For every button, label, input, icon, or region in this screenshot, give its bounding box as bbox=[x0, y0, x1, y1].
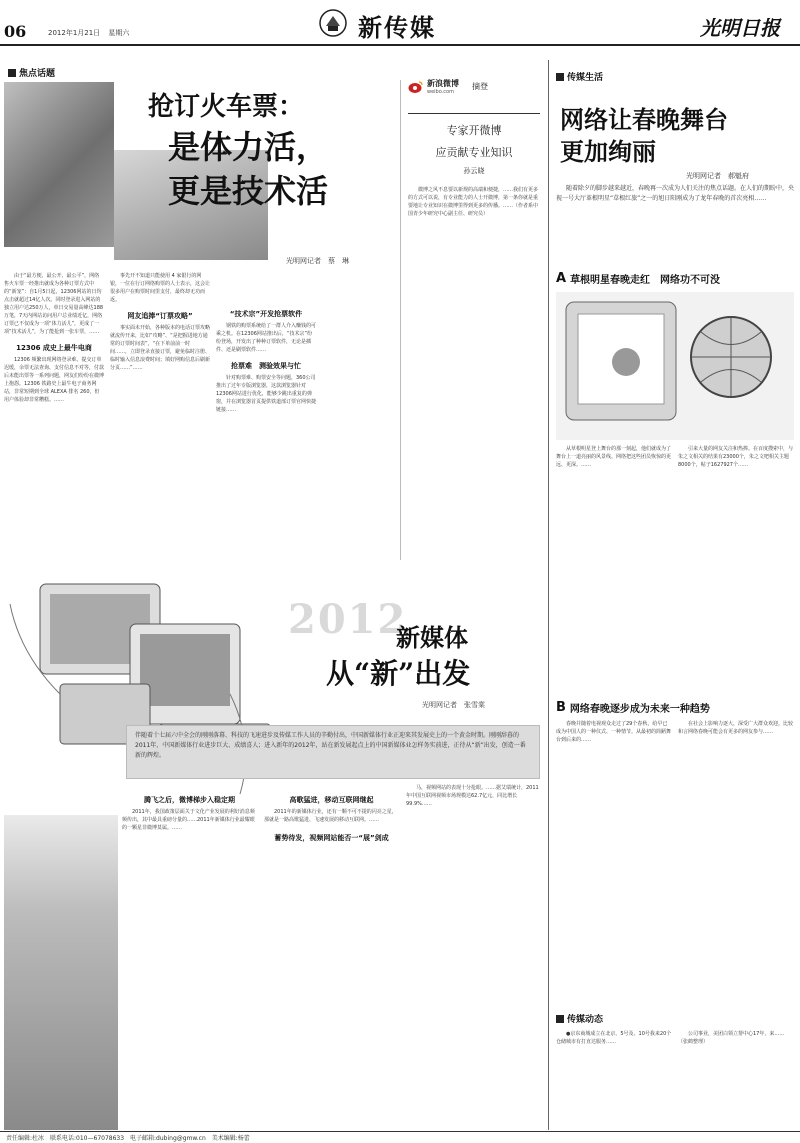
right-intro: 随着除夕的脚步越来越近，春晚再一次成为人们关注的焦点话题。在人们的期盼中，央视一号大厅革根明星“草根红旅”之一的旭日阳刚成为了龙年春晚的首次亮相…… bbox=[556, 185, 794, 202]
left-subhead-2: 网友追捧“订票攻略” bbox=[127, 312, 193, 320]
right-col-b1: 春晚并随着电视观众走过了29个春秋，给早已成为中国人的一种仪式、一种情节。从最初的简陋舞台到后来的…… bbox=[556, 721, 672, 743]
feature-col-3: 马，视频网站的表现十分抢眼。……据艾瑞统计，2011年中国互联网视频市场规模达62.7亿元，同比增长99.9%…… bbox=[406, 785, 539, 807]
focus-section-label: 焦点话题 bbox=[8, 66, 55, 79]
section-title: 新传媒 bbox=[358, 13, 436, 42]
right-col-a2: 引来大量的网友关注和热捧。在百度搜索中，与朱之文相关的结果有23000个，朱之文吧相关主题8000个，帖子1627927个…… bbox=[678, 446, 794, 468]
web-globe-illustration bbox=[556, 292, 794, 440]
date-line bbox=[48, 28, 129, 38]
headline-line-2: 是体力活， bbox=[168, 128, 329, 166]
footer-credits: 责任编辑:杜冰 联系电话:010—67078633 电子邮箱:dubing@gmw.cn 美术编辑:杨蕾 bbox=[6, 1135, 250, 1142]
left-subhead-3: “技术宗”开发抢票软件 bbox=[229, 310, 303, 318]
section-a-letter: A bbox=[556, 271, 567, 286]
feature-byline: 光明网记者 张雪棠 bbox=[422, 701, 485, 709]
feature-col-2: 高歌猛进，移动互联网继起 2011年的新媒体行业，还有一颗不可不提的闪亮之星，那就是一路高歌猛进、飞速发展的移动互联网。…… 蓄势待发，视频网站能否一“展”剑成 bbox=[264, 784, 399, 1130]
left-col-3 bbox=[216, 310, 316, 572]
media-life-label: 传媒生活 bbox=[556, 70, 603, 83]
header-rule bbox=[0, 44, 800, 46]
digest-body: 微博之风不息要以新规的高端和便捷，……我们有更多的方式可以说，有专业能力的人士开微博，第一条你就是重要地让专业知识在微博里得到更多的传播。……（作者系中国青少年研究中心副主任、研究员） bbox=[408, 187, 539, 217]
right-col-b2: 在社会上影响力逐大，深受广大群众欢迎。比较和言网络春晚可能会有更多的网友参与…… bbox=[678, 721, 794, 735]
left-col-1 bbox=[4, 272, 104, 572]
left-body-3: 事先开不知道只能使用 4 家银行的网银，一位在行订网络购票的人士表示，这会让很多用户在购票时间里支付，最终却无功而返。 bbox=[110, 273, 210, 303]
right-byline: 光明网记者 郝魁府 bbox=[686, 172, 749, 180]
feature-sub-1: 腾飞之后，微博梯步入稳定期 bbox=[144, 796, 235, 804]
section-emblem-icon bbox=[318, 8, 348, 38]
news-col-2: 公司事业，美团白领立帮中心17年，来……（张鹤整理） bbox=[678, 1031, 785, 1045]
feature-lead: 伴随着十七届六中全会的刚刚落幕、科技的飞速进步及传媒工作人员的辛勤付出，中国新媒体行业正迎来其发展史上的一个黄金时期。刚刚辞暮的2011年，中国新媒体行业进步巨大、成绩喜人；进入新年的2012年，站在新发展起点上的中国新媒体业怎样务实前进，正待从“新”出发，创造一番新的辉煌。 bbox=[126, 725, 540, 779]
right-title-line-2: 更加绚丽 bbox=[560, 137, 656, 166]
left-byline: 光明网记者 蔡 琳 bbox=[286, 257, 349, 265]
section-marker-icon bbox=[556, 1015, 564, 1023]
section-a-heading: A 草根明星春晚走红 网络功不可没 bbox=[556, 271, 721, 286]
weibo-logo bbox=[408, 78, 540, 95]
weibo-logo-text: 新浪微博 bbox=[427, 79, 459, 88]
digest-title-block bbox=[408, 113, 540, 176]
right-title-line-1: 网络让春晚舞台 bbox=[560, 105, 728, 134]
feature-side-photo bbox=[4, 815, 118, 1130]
feature-sub-2: 高歌猛进，移动互联网继起 bbox=[289, 796, 374, 804]
ticket-office-photo bbox=[4, 82, 114, 247]
masthead-logo: 光明日报 bbox=[700, 16, 780, 40]
feature-col-1: 腾飞之后，微博梯步入稳定期 2011年，我国政策层面关于文化产业发展的利好消息频频传出，其中最具重磅分量的……2011年新媒体行业最耀眼的一颗星非微博莫属。…… bbox=[122, 784, 257, 1130]
news-col-1: ●京东商城成立在北京、5号及、10号我来20个仓储城市有打直达服务…… bbox=[556, 1031, 672, 1045]
left-body-1: 由于“最方便、最公开、最公平”，网络售火车票一经推出就成为各种订票方式中的“新宠”：自1月5日起，12306网站的日均点击就超过14亿人次。同时登录进入网站的独立用户达250万人，单日交易量高峰达188万笔，7天内网站访问用户总业绩近亿，网络订票已不仅成为一项“体力活儿”，更成了一项“技术活儿”，为了能抢到一张车票，…… bbox=[4, 273, 104, 335]
media-news-label: 传媒动态 bbox=[556, 1012, 603, 1025]
feature-title-line-1: 新媒体 bbox=[396, 623, 468, 652]
section-marker-icon bbox=[8, 69, 16, 77]
weibo-eye-icon bbox=[408, 80, 424, 94]
left-subhead-4: 抢票难 测验效果与忙 bbox=[231, 362, 301, 370]
digest-author: 孙云晓 bbox=[463, 167, 485, 175]
weibo-digest-box bbox=[408, 78, 540, 562]
issue-date: 2012年1月21日 bbox=[48, 29, 101, 37]
divider-right bbox=[548, 60, 549, 1130]
digest-label: 摘登 bbox=[472, 82, 488, 91]
feature-year: 2012 bbox=[288, 596, 408, 643]
weibo-logo-sub: weibo.com bbox=[427, 89, 454, 95]
headline-line-1: 抢订火车票： bbox=[148, 92, 305, 122]
header-bar bbox=[0, 0, 800, 44]
digest-title-line-2: 应贡献专业知识 bbox=[435, 146, 513, 159]
divider-left bbox=[400, 80, 401, 560]
headline-line-3: 更是技术活 bbox=[168, 172, 329, 210]
feature-title-line-2: 从“新”出发 bbox=[326, 657, 471, 690]
left-body-2: 12306 频繁出现网络登录难、提交订单迟缓，余票无法查询、支付信息不对等，付款后未能出票等一系列问题，网友们纷纷在微博上抱怨。12306 铁路史上最牛电子商务网站，非常短期到全球 ALEXA 排名 260，但用户体验却非常糟糕。…… bbox=[4, 357, 104, 403]
section-marker-icon bbox=[556, 73, 564, 81]
section-b-letter: B bbox=[556, 700, 566, 715]
left-col-2 bbox=[110, 272, 210, 572]
right-col-a1: 从草根明星登上舞台的那一刻起，他们就成为了舞台上一道亮丽的风景线。网络把这些团员恢惊的更远、更深。…… bbox=[556, 446, 672, 468]
left-subhead-1: 12306 成史上最牛电商 bbox=[16, 344, 92, 352]
left-body-6: 针对购票难、购票安全等问题，360公司推出了过年专版浏览器，这款浏览器针对12306网站进行优化，能够少跳出重复的弹窗，并在浏览器首页提供铁道部订票官网快捷链接…… bbox=[216, 375, 316, 413]
digest-title-line-1: 专家开微博 bbox=[446, 124, 502, 137]
left-body-5: 钢铁的购票系统给了一群人介入赚钱的可乘之机。在12306网站推出后，“技术宗”纷纷登场，开发出了种种订票软件，无论是插件、还是刷票软件…… bbox=[216, 323, 316, 353]
section-b-heading: B 网络春晚逐步成为未来一种趋势 bbox=[556, 700, 710, 715]
left-body-4: 事实面未开始，各种版本的电话订票攻略就流传开来，比如“攻略”、“是把握进地方通常的订票时间表”，“在下单前前一时间……，立即登录直接订票，避免临时注册、临时输入信息浪费时间；填好网购信息后刷新分页……”…… bbox=[110, 325, 210, 371]
issue-weekday: 星期六 bbox=[108, 29, 130, 37]
footer-rule bbox=[0, 1131, 800, 1132]
feature-sub-3: 蓄势待发，视频网站能否一“展”剑成 bbox=[274, 834, 389, 842]
page-number: 06 bbox=[4, 22, 27, 41]
